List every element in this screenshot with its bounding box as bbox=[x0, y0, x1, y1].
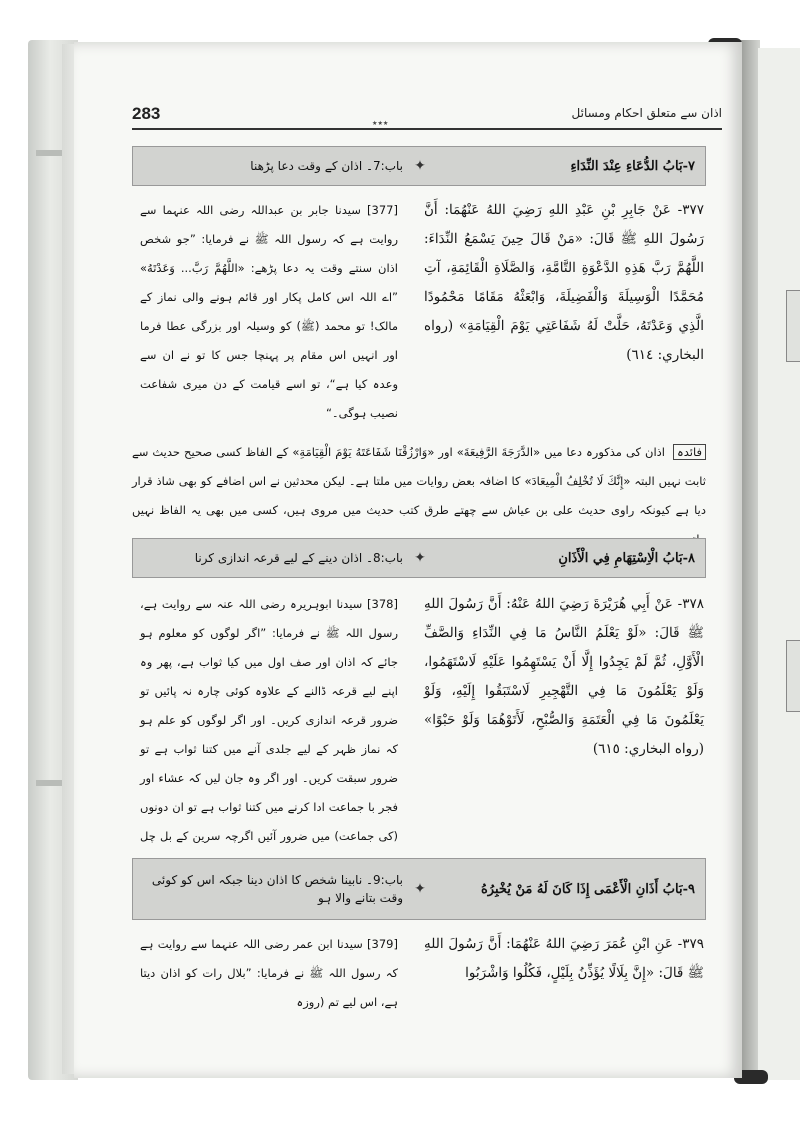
benefit-note bbox=[132, 438, 706, 554]
facing-page-box bbox=[786, 640, 800, 712]
facing-page-box bbox=[786, 290, 800, 362]
hadith-arabic-text: ٣٧٧- عَنْ جَابِرِ بْنِ عَبْدِ اللهِ رَضِيَ اللهُ عَنْهُمَا: أَنَّ رَسُولَ اللهِ ﷺ قَالَ: «مَنْ قَالَ حِينَ يَسْمَعُ النِّدَاءَ: اللَّهُمَّ رَبَّ هَذِهِ الدَّعْوَةِ التَّامَّةِ، وَالصَّلَاةِ الْقَائِمَةِ، آتِ مُحَمَّدًا الْوَسِيلَةَ وَالْفَضِيلَةَ، وَابْعَثْهُ مَقَامًا مَحْمُودًا الَّذِي وَعَدْتَهُ، حَلَّتْ لَهُ شَفَاعَتِي يَوْمَ الْقِيَامَةِ» (رواه البخاري: ٦١٤) bbox=[424, 202, 704, 363]
page-number: 283 bbox=[132, 104, 161, 123]
header-ornament: ٭٭٭ bbox=[372, 118, 389, 129]
note-label: فائدہ bbox=[673, 444, 706, 460]
star-icon: ✦ bbox=[414, 550, 426, 566]
hadith-arabic-text: ٣٧٩- عَنِ ابْنِ عُمَرَ رَضِيَ اللهُ عَنْهُمَا: أَنَّ رَسُولَ اللهِ ﷺ قَالَ: «إِنَّ بِلَالًا يُؤَذِّنُ بِلَيْلٍ، فَكُلُوا وَاشْرَبُوا bbox=[424, 936, 704, 981]
chapter-heading bbox=[132, 858, 706, 920]
chapter-heading-arabic: ٨-بَابُ الْاِسْتِهَامِ فِي الْأَذَانِ bbox=[558, 550, 695, 566]
hadith-urdu-translation: [379] سیدنا ابن عمر رضی اللہ عنہما سے روایت ہے کہ رسول اللہ ﷺ نے فرمایا: ”بلال رات کو اذان دیتا ہے، اس لیے تم (روزہ bbox=[140, 937, 398, 1009]
note-text: اذان کی مذکورہ دعا میں «الدَّرَجَةَ الرَّفِيعَةَ» اور «وَارْزُقْنَا شَفَاعَتَهُ يَوْمَ الْقِيَامَةِ» کے الفاظ کسی صحیح حدیث سے ثابت نہیں البتہ «إِنَّكَ لَا تُخْلِفُ الْمِيعَادَ» کا اضافہ بعض روایات میں ملتا ہے۔ لیکن محدثین نے اس اضافے کو بھی شاذ قرار دیا ہے کیونکہ راوی حدیث علی بن عیاش سے چھتے طرق کتب حدیث میں مروی ہیں، کسی میں بھی یہ الفاظ نہیں bbox=[132, 445, 706, 517]
chapter-heading-urdu: باب:7۔ اذان کے وقت دعا پڑھنا bbox=[250, 159, 403, 173]
facing-page bbox=[758, 48, 800, 1080]
chapter-heading-arabic: ٧-بَابُ الدُّعَاءِ عِنْدَ النِّدَاءِ bbox=[570, 158, 695, 174]
book-gutter bbox=[740, 40, 760, 1080]
page-header bbox=[132, 104, 722, 130]
chapter-heading bbox=[132, 146, 706, 186]
chapter-heading-urdu: باب:8۔ اذان دینے کے لیے قرعہ اندازی کرنا bbox=[194, 551, 403, 565]
star-icon: ✦ bbox=[414, 158, 426, 174]
chapter-heading-arabic: ٩-بَابُ أَذَانِ الْأَعْمَى إِذَا كَانَ لَهُ مَنْ يُخْبِرُهُ bbox=[481, 881, 695, 897]
star-icon: ✦ bbox=[414, 881, 426, 897]
running-title: اذان سے متعلق احکام ومسائل bbox=[571, 106, 722, 120]
hadith-urdu-translation: [377] سیدنا جابر بن عبداللہ رضی اللہ عنہما سے روایت ہے کہ رسول اللہ ﷺ نے فرمایا: ”جو شخص اذان سنتے وقت یہ دعا پڑھے: «اللَّهُمَّ رَبَّ... وَعَدْتَهُ» ”اے اللہ اس کامل پکار اور قائم ہونے والی نماز کے مالک! تو محمد (ﷺ) کو وسیلہ اور بزرگی عطا فرما اور انہیں اس مقام پر پہنچا جس کا تو نے ان سے وعدہ کیا ہے“، تو اسے قیامت کے دن میری شفاعت نصیب ہوگی۔“ bbox=[140, 203, 398, 420]
hadith-arabic-text: ٣٧٨- عَنْ أَبِي هُرَيْرَةَ رَضِيَ اللهُ عَنْهُ: أَنَّ رَسُولَ اللهِ ﷺ قَالَ: «لَوْ يَعْلَمُ النَّاسُ مَا فِي النِّدَاءِ وَالصَّفِّ الْأَوَّلِ، ثُمَّ لَمْ يَجِدُوا إِلَّا أَنْ يَسْتَهِمُوا عَلَيْهِ لَاسْتَهَمُوا، وَلَوْ يَعْلَمُونَ مَا فِي التَّهْجِيرِ لَاسْتَبَقُوا إِلَيْهِ، وَلَوْ يَعْلَمُونَ مَا فِي الْعَتَمَةِ وَالصُّبْحِ، لَأَتَوْهُمَا وَلَوْ حَبْوًا» (رواه البخاري: ٦١٥) bbox=[424, 596, 704, 757]
chapter-heading bbox=[132, 538, 706, 578]
hadith-urdu-translation: [378] سیدنا ابوہریرہ رضی اللہ عنہ سے روایت ہے، رسول اللہ ﷺ نے فرمایا: ”اگر لوگوں کو معلوم ہو جائے کہ اذان اور صف اول میں کیا ثواب ہے، پھر وہ اپنے لیے قرعہ ڈالنے کے علاوہ کوئی چارہ نہ پائیں تو ضرور قرعہ اندازی کریں۔ اور اگر لوگوں کو علم ہو کہ نماز ظہر کے لیے جلدی آنے میں کتنا ثواب ہے تو ضرور سبقت کریں۔ اور اگر وہ جان لیں کہ عشاء اور فجر با جماعت ادا کرنے میں کتنا ثواب ہے تو ان دونوں (کی جماعت) میں ضرور آئیں اگرچہ سرین کے بل چل bbox=[140, 597, 398, 843]
chapter-heading-urdu: باب:9۔ نابینا شخص کا اذان دینا جبکہ اس کو کوئی وقت بتانے والا ہو bbox=[151, 873, 403, 905]
